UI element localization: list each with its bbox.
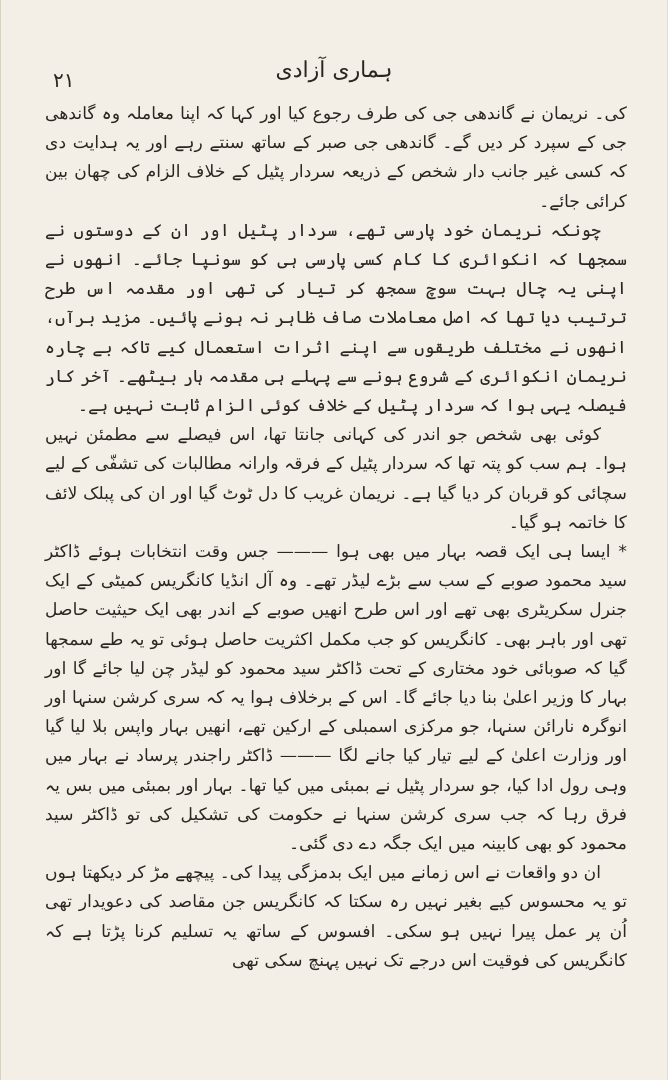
- paragraph-2: چونکہ نریمان خود پارسی تھے، سردار پٹیل اور ان کے دوستوں نے سمجھا کہ انکوائری کا کام کسی پارسی ہی کو سونپا جائے۔ انھوں نے اپنی یہ چال بہت سوچ سمجھ کر تیار کی تھی اور مقدمہ اس طرح ترتیب دیا تھا کہ اصل معاملات صاف ظاہر نہ ہونے پائیں۔ مزید برآں، انھوں نے مختلف طریقوں سے اپنے اثرات استعمال کیے تاکہ بے چارہ نریمان انکوائری کے شروع ہونے سے پہلے ہی مقدمہ ہار بیٹھے۔ آخر کار فیصلہ یہی ہوا کہ سردار پٹیل کے خلاف کوئی الزام ثابت نہیں ہے۔: [45, 220, 627, 417]
- page-number: ۲۱: [53, 68, 75, 92]
- paragraph-5: ان دو واقعات نے اس زمانے میں ایک بدمزگی پیدا کی۔ پیچھے مڑ کر دیکھتا ہوں تو یہ محسوس کیے بغیر نہیں رہ سکتا کہ کانگریس جن مقاصد کی دعویدار تھی اُن پر عمل پیرا نہیں ہو سکی۔ افسوس کے ساتھ یہ تسلیم کرنا پڑتا ہے کہ کانگریس کی فوقیت اس درجے تک نہیں پہنچ سکی تھی: [45, 863, 627, 971]
- paragraph-1: کی۔ نریمان نے گاندھی جی کی طرف رجوع کیا اور کہا کہ اپنا معاملہ وہ گاندھی جی کے سپرد کر دیں گے۔ گاندھی جی صبر کے ساتھ سنتے رہے اور یہ ہدایت دی کہ کسی غیر جانب دار شخص کے ذریعہ سردار پٹیل کے خلاف الزام کی چھان بین کرائی جائے۔: [45, 104, 627, 212]
- footnote-marker: *: [618, 542, 628, 563]
- page-body: [45, 100, 627, 1050]
- paragraph-3: کوئی بھی شخص جو اندر کی کہانی جانتا تھا، اس فیصلے سے مطمئن نہیں ہوا۔ ہم سب کو پتہ تھا کہ سردار پٹیل کے فرقہ وارانہ مطالبات کی تشفّی کے لیے سچائی کو قربان کر دیا گیا ہے۔ نریمان غریب کا دل ٹوٹ گیا اور ان کی پبلک لائف کا خاتمہ ہو گیا۔: [45, 425, 627, 533]
- footnote-text: ایسا ہی ایک قصہ بہار میں بھی ہوا ——— جس وقت انتخابات ہوئے ڈاکٹر سید محمود صوبے کے سب سے بڑے لیڈر تھے۔ وہ آل انڈیا کانگریس کمیٹی کے ایک جنرل سکریٹری بھی تھے اور اس طرح انھیں صوبے کے اندر بھی ایک حیثیت حاصل تھی اور باہر بھی۔ کانگریس کو جب مکمل اکثریت حاصل ہوئی تو یہ طے سمجھا گیا کہ صوبائی خود مختاری کے تحت ڈاکٹر سید محمود کو لیڈر چن لیا جائے گا اور بہار کا وزیر اعلیٰ بنا دیا جائے گا۔ اس کے برخلاف ہوا یہ کہ سری کرشن سنہا اور انوگرہ نارائن سنہا، جو مرکزی اسمبلی کے ارکین تھے، انھیں بہار واپس بلا لیا گیا اور وزارت اعلیٰ کے لیے تیار کیا جانے لگا ——— ڈاکٹر راجندر پرساد نے بہار میں وہی رول ادا کیا، جو سردار پٹیل نے بمبئی میں کیا تھا۔ بہار اور بمبئی میں بس یہ فرق رہا کہ جب سری کرشن سنہا نے حکومت کی تشکیل کی تو ڈاکٹر سید محمود کو بھی کابینہ میں ایک جگہ دے دی گئی۔: [45, 542, 627, 855]
- footnote-paragraph: [45, 538, 627, 859]
- running-title: ہماری آزادی: [275, 58, 393, 83]
- page-header: [53, 58, 615, 98]
